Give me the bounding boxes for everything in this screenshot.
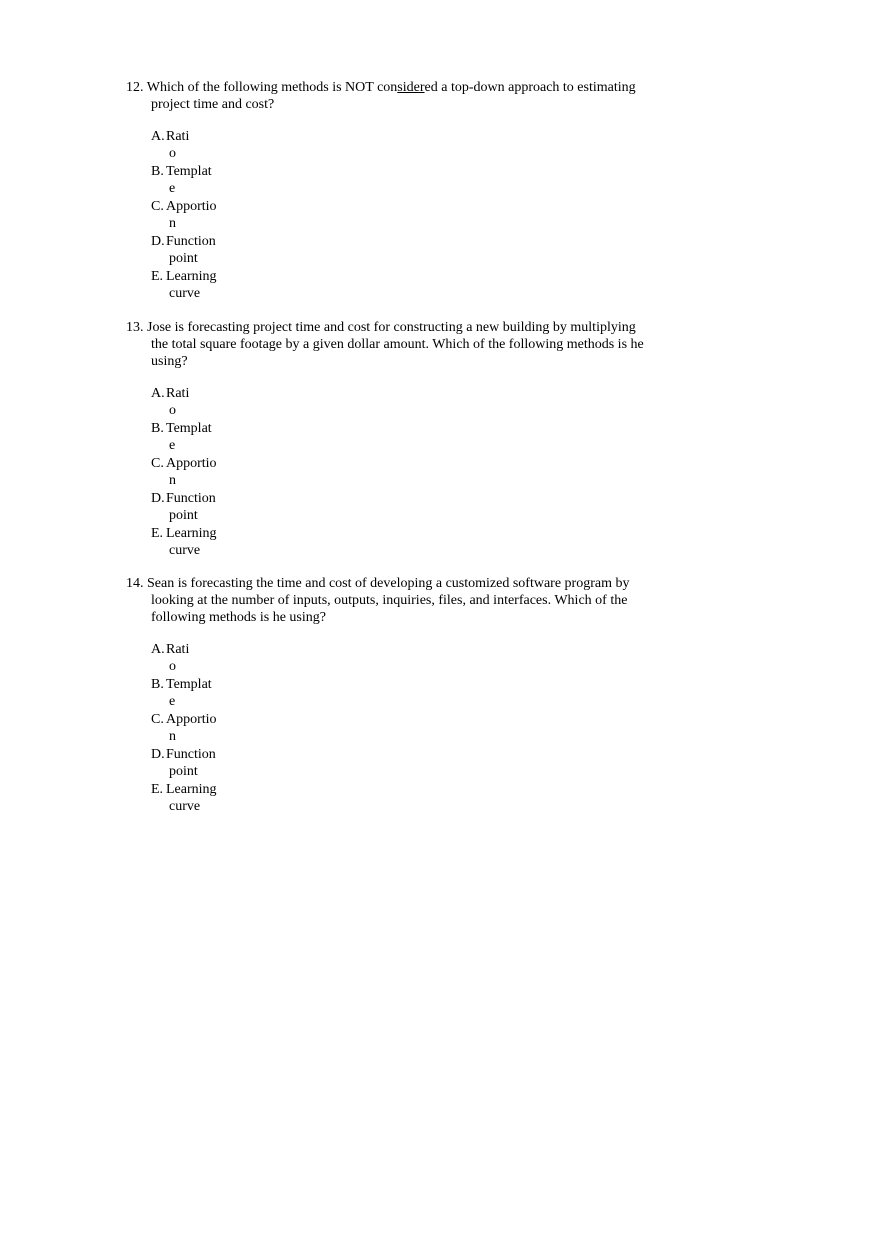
- option-text-line2: e: [169, 694, 176, 709]
- stem-text-after: ed a top-down approach to estimating project time and cost?: [151, 80, 636, 112]
- option-text-line1: Function: [166, 747, 216, 762]
- option-text-line2: o: [169, 146, 176, 161]
- option-letter: B.: [151, 677, 164, 692]
- option-text-line1: Rati: [166, 642, 190, 657]
- option-text-line2: point: [169, 764, 198, 779]
- question-13: [126, 319, 656, 560]
- option-e[interactable]: [126, 781, 224, 815]
- question-number: 12.: [126, 80, 144, 95]
- question-12: [126, 79, 656, 303]
- question-stem: [126, 319, 656, 370]
- answer-options: [126, 128, 656, 302]
- option-letter: C.: [151, 456, 164, 471]
- option-letter: D.: [151, 491, 165, 506]
- question-stem: [126, 575, 656, 626]
- option-d[interactable]: [126, 746, 224, 780]
- option-letter: C.: [151, 712, 164, 727]
- option-letter: D.: [151, 234, 165, 249]
- option-a[interactable]: [126, 641, 224, 675]
- answer-options: [126, 385, 656, 559]
- option-e[interactable]: [126, 525, 224, 559]
- option-text-line1: Learning: [166, 526, 217, 541]
- option-text-line1: Templat: [166, 677, 212, 692]
- option-letter: B.: [151, 164, 164, 179]
- stem-text: Jose is forecasting project time and cost for constructing a new building by multiplying the total square footage by a given dollar amount. Which of the following methods is he using?: [147, 320, 644, 369]
- option-d[interactable]: [126, 490, 224, 524]
- option-letter: B.: [151, 421, 164, 436]
- option-text-line2: n: [169, 473, 176, 488]
- option-letter: E.: [151, 782, 164, 797]
- option-text-line2: o: [169, 403, 176, 418]
- option-a[interactable]: [126, 128, 224, 162]
- option-text-line2: n: [169, 216, 176, 231]
- option-text-line1: Rati: [166, 386, 190, 401]
- option-text-line2: e: [169, 181, 176, 196]
- option-text-line1: Function: [166, 491, 216, 506]
- option-d[interactable]: [126, 233, 224, 267]
- answer-options: [126, 641, 656, 815]
- option-letter: A.: [151, 386, 165, 401]
- option-letter: A.: [151, 642, 165, 657]
- option-text-line1: Apportio: [166, 712, 217, 727]
- question-number: 14.: [126, 576, 144, 591]
- option-text-line2: curve: [169, 286, 201, 301]
- option-e[interactable]: [126, 268, 224, 302]
- question-stem: [126, 79, 656, 113]
- option-text-line1: Function: [166, 234, 216, 249]
- option-letter: C.: [151, 199, 164, 214]
- option-b[interactable]: [126, 676, 224, 710]
- option-b[interactable]: [126, 163, 224, 197]
- stem-text: Sean is forecasting the time and cost of developing a customized software program by looking at the number of inputs, outputs, inquiries, files, and interfaces. Which of the following methods is he using?: [147, 576, 630, 625]
- option-letter: D.: [151, 747, 165, 762]
- option-text-line2: curve: [169, 543, 201, 558]
- option-text-line2: o: [169, 659, 176, 674]
- option-c[interactable]: [126, 711, 224, 745]
- option-letter: E.: [151, 269, 164, 284]
- option-a[interactable]: [126, 385, 224, 419]
- option-text-line1: Rati: [166, 129, 190, 144]
- option-text-line2: n: [169, 729, 176, 744]
- option-letter: A.: [151, 129, 165, 144]
- stem-text-before: Which of the following methods is NOT con: [146, 80, 398, 95]
- option-c[interactable]: [126, 455, 224, 489]
- option-text-line1: Templat: [166, 164, 212, 179]
- option-text-line2: e: [169, 438, 176, 453]
- option-b[interactable]: [126, 420, 224, 454]
- question-14: [126, 575, 656, 816]
- option-text-line2: point: [169, 251, 198, 266]
- option-text-line2: point: [169, 508, 198, 523]
- stem-text-underlined: sider: [397, 80, 425, 95]
- option-text-line1: Learning: [166, 782, 217, 797]
- option-text-line1: Apportio: [166, 199, 217, 214]
- option-text-line1: Templat: [166, 421, 212, 436]
- option-letter: E.: [151, 526, 164, 541]
- option-c[interactable]: [126, 198, 224, 232]
- option-text-line1: Apportio: [166, 456, 217, 471]
- option-text-line2: curve: [169, 799, 201, 814]
- question-number: 13.: [126, 320, 144, 335]
- option-text-line1: Learning: [166, 269, 217, 284]
